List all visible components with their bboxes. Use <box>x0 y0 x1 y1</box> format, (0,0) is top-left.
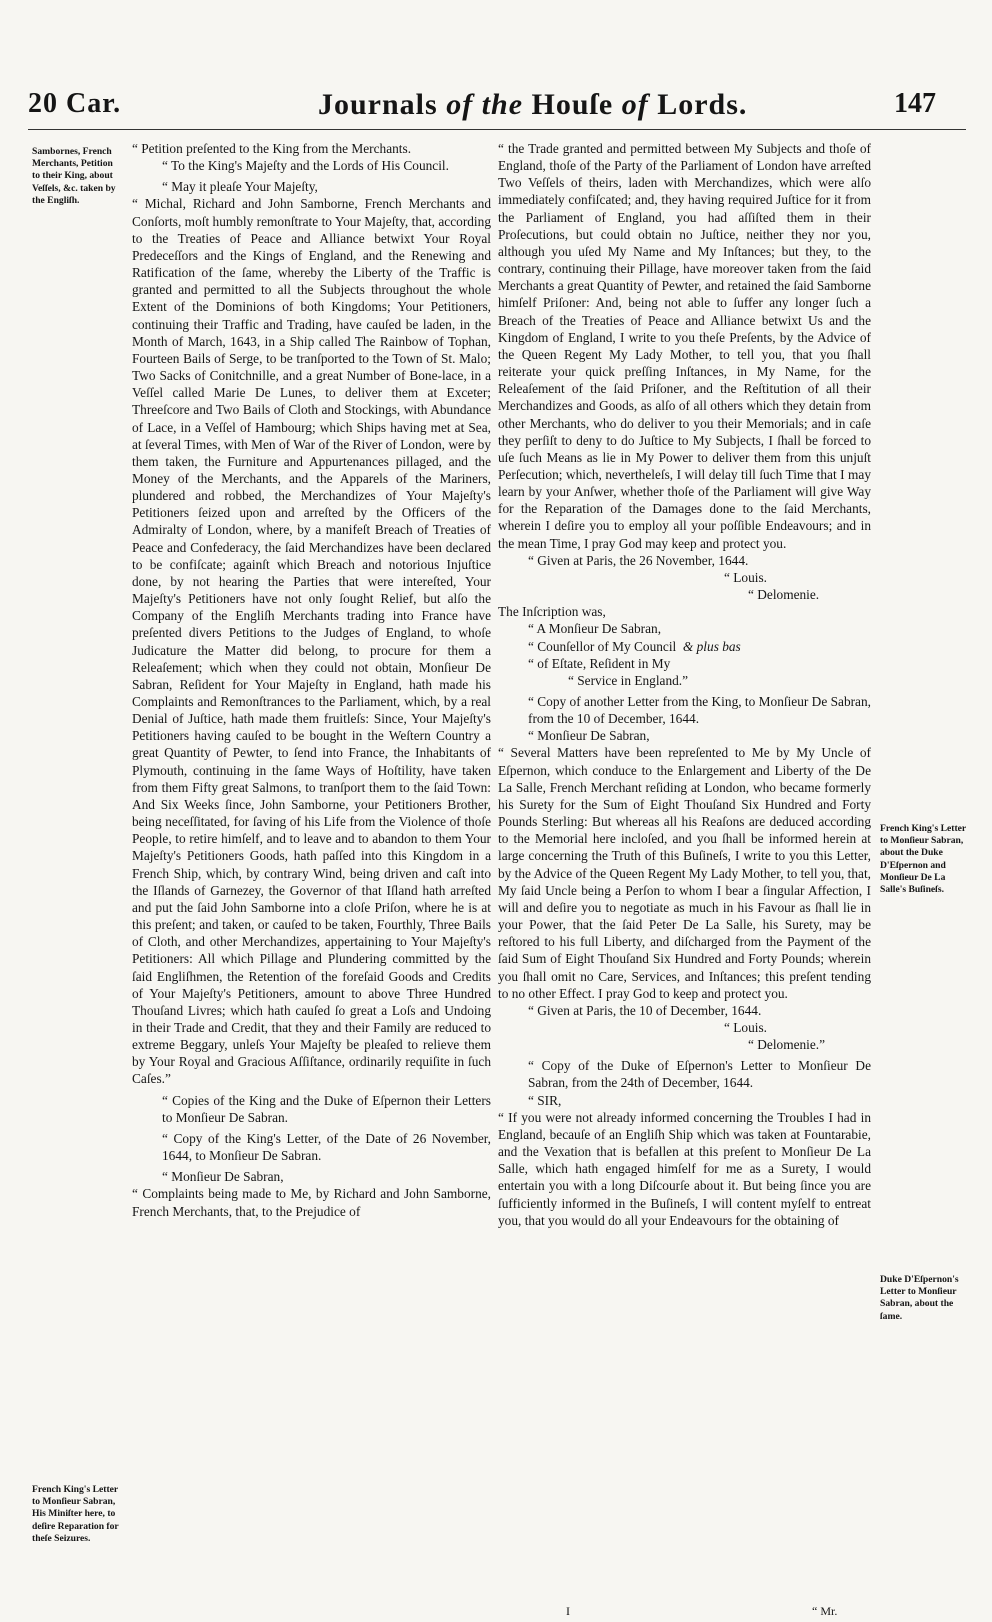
text-line: & plus bas <box>682 638 741 654</box>
signature-mark: I <box>566 1604 570 1618</box>
text-line: “ May it pleaſe Your Majeſty, <box>162 179 318 195</box>
margin-note-duke-letter: Duke D'Eſpernon's Letter to Monſieur Sabran, about the ſame. <box>880 1274 959 1322</box>
page-header <box>0 88 992 128</box>
title-part: of <box>621 88 649 121</box>
text-line: “ Counſellor of My Council <box>528 638 677 654</box>
title-part: Houſe <box>523 88 622 121</box>
text-line: “ Given at Paris, the 26 November, 1644. <box>528 552 749 568</box>
catchword: “ Mr. <box>812 1604 838 1618</box>
signature: “ Delomenie. <box>748 587 820 603</box>
signature: “ Delomenie.” <box>748 1037 826 1053</box>
title-part: Lords. <box>648 88 748 121</box>
text-line <box>498 638 871 655</box>
margin-note-kings-letter: French King's Letter to Monſieur Sabran, His Miniſter here, to deſire Reparation for theſe Seizures. <box>32 1484 119 1544</box>
heading-line: “ Copies of the King and the Duke of Eſpernon their Letters to Monſieur De Sabran. <box>162 1092 491 1125</box>
paragraph: “ Michal, Richard and John Samborne, French Merchants and Conſorts, moſt humbly remonſtrate to Your Majeſty, that, according to the Treaties of Peace and Alliance betwixt Your Royal Predeceſſors and the Kings of England, and the Renewing and Ratification of the ſame, whereby the Liberty of the Traffic is granted and permitted to all the Subjects throughout the whole Extent of the Dominions of both Kingdoms; Your Petitioners, continuing their Traffic and Trading, have cauſed be laden, in the Month of March, 1643, in a Ship called The Rainbow of Tophan, Fourteen Bails of Serge, to be tranſported to the Town of St. Malo; Two Sacks of Conitchnille, and a great Number of Bone-lace, in a Veſſel called Marie De Lunes, to deliver them at Exceter; Threeſcore and Two Bails of Cloth and Stockings, with Abundance of Lace, in a Veſſel of Hambourg; which Ships having met at Sea, at ſeveral Times, with Men of War of the River of London, were by them taken, the Furniture and Appurtenances pillaged, and the Money of the Merchants, and the Apparels of the Mariners, plundered and robbed, the Merchandizes of Your Majeſty's Petitioners ſeized upon and arreſted by the Officers of the Admiralty of London, where, by a manifeſt Breach of Treaties of Peace and Confederacy, the ſaid Merchandizes have been declared to be confiſcate; againſt which Breach and notorious Injuſtice done, by not hearing the Parties that were intereſted, Your Majeſty's Petitioners have not only ſought Relief, but alſo the Company of the Engliſh Merchants trading into France have preſented divers Petitions to the Judges of England, to whoſe Judicature the Matter did belong, to procure for them a Releaſement; which when they could not obtain, Monſieur De Sabran, Reſident for Your Majeſty in England, hath made his Complaints and Remonſtrances to the Parliament, which, by a real Denial of Juſtice, hath made them fruitleſs: Since, Your Majeſty's Petitioners having cauſed to be bought in the Weſtern Country a great Quantity of Pewter, to ſend into France, the Inhabitants of Plymouth, continuing in the ſame Ways of Hoſtility, have taken from them Fifty great Salmons, to tranſport them to the ſaid Town: And Six Weeks ſince, John Samborne, your Petitioners Brother, being neceſſitated, for ſaving of his Life from the Violence of thoſe People, to retire himſelf, and to leave and to abandon to them Your Majeſty's Petitioners Goods, hath paſſed into this Kingdom in a French Ship, which, by contrary Wind, being driven and caſt into the Iſlands of Garnezey, the Governor of that Iſland hath arreſted and put the ſaid John Samborne into a cloſe Priſon, where he is at this preſent; and taken, or cauſed to be taken, Fourthly, Three Bails of Cloth, and other Merchandizes, appertaining to Your Majeſty's Petitioners: All which Pillage and Plundering committed by the ſaid Engliſhmen, the Retention of the foreſaid Goods and Credits of Your Majeſty's Petitioners, amount to above Three Hundred Thouſand Livres; which hath cauſed ſo great a Loſs and Undoing in their Trade and Credit, that they and their Family are reduced to extreme Beggary, unleſs Your Majeſty be pleaſed to relieve them by Your Royal and Gracious Aſſiſtance, ordinarily requiſite in ſuch Caſes.” <box>132 196 491 1087</box>
text-line: “ To the King's Majeſty and the Lords of His Council. <box>162 158 449 174</box>
text-line: “ of Eſtate, Reſident in My <box>528 655 671 671</box>
text-line: “ A Monſieur De Sabran, <box>528 621 662 637</box>
paragraph: “ Complaints being made to Me, by Richard and John Samborne, French Merchants, that, to the Prejudice of <box>132 1186 491 1219</box>
text-line: “ Monſieur De Sabran, <box>162 1169 284 1185</box>
signature: “ Louis. <box>724 1019 767 1035</box>
left-column <box>132 140 491 1220</box>
paragraph: “ Several Matters have been repreſented to Me by My Uncle of Eſpernon, which conduce to the Enlargement and Liberty of the De La Salle, French Merchant reſiding at London, who became formerly his Surety for the Sum of Eight Thouſand Six Hundred and Forty Pounds Sterling: But whereas all his Reaſons are deduced according to the Memorial here incloſed, and you ſhall be informed herein at large concerning the Truth of this Buſineſs, I write to you this Letter, by the Advice of the Queen Regent My Lady Mother, to tell you, that, My ſaid Uncle being a Perſon to whom I bear a ſingular Affection, I will and deſire you to negotiate as much in his Favour as ſhall lie in your Power, that the ſaid Peter De La Salle, his Surety, may be reſtored to his full Liberty, and diſcharged from the Payment of the ſaid Sum of Eight Thouſand Six Hundred and Forty Pounds; wherein you ſhall omit no Care, Services, and Inſtances; this preſent tending to no other Effect. I pray God to keep and protect you. <box>498 745 872 1001</box>
text-line: “ SIR, <box>528 1092 562 1108</box>
margin-note-petition: Sambornes, French Merchants, Petition to their King, about Veſſels, &c. taken by the Engliſh. <box>32 146 116 206</box>
text-line: “ Petition preſented to the King from the Merchants. <box>132 141 412 156</box>
paragraph: “ the Trade granted and permitted between My Subjects and thoſe of England, thoſe of the Party of the Parliament of London have arreſted Two Veſſels of theirs, laden with Merchandizes, which were alſo immediately confiſcated; and, they having required Juſtice for it from the Parliament of England, you had aſſiſted them in their Proſecutions, but could obtain no Juſtice, neither they nor you, although you uſed My Name and My Inſtances; but they, to the contrary, continuing their Pillage, have moreover taken from the ſaid Merchants a great Quantity of Pewter, and retained the ſaid Samborne himſelf Priſoner: And, being not able to ſuffer any longer ſuch a Breach of the Treaties of Peace and Alliance betwixt Us and the Kingdom of England, I write to you theſe Preſents, by the Advice of the Queen Regent My Lady Mother, to tell you, that you ſhall reiterate your quick preſſing Inſtances, in My Name, for the Releaſement of the ſaid Priſoner, and the Reſtitution of all their Merchandizes and Goods, as alſo of all others which they detain from other Merchants, who do deliver to you their Memorials; and in caſe they perſiſt to deny to do Juſtice to My Subjects, I ſhall be forced to uſe ſuch Means as lie in My Power to deliver them from this unjuſt Perſecution; which, nevertheleſs, I will delay till ſuch Time that I may learn by your Anſwer, whether thoſe of the Parliament will give Way for the Reparation of the Damages done to the ſaid Merchants, wherein I deſire you to employ all your poſſible Endeavours; and in the mean Time, I pray God may keep and protect you. <box>498 141 871 551</box>
running-head-title <box>318 88 747 122</box>
margin-note-second-letter: French King's Letter to Monſieur Sabran, about the Duke D'Eſpernon and Monſieur De La Salle's Buſineſs. <box>880 823 966 896</box>
text-line: The Inſcription was, <box>498 604 606 620</box>
heading-line: “ Copy of another Letter from the King, to Monſieur De Sabran, from the 10 of December, 1644. <box>528 694 871 727</box>
text-line: “ Given at Paris, the 10 of December, 1644. <box>528 1002 762 1018</box>
text-line: “ Monſieur De Sabran, <box>528 728 650 744</box>
title-part: the <box>481 88 524 121</box>
title-part: of <box>437 88 482 121</box>
signature: “ Louis. <box>724 569 767 585</box>
running-head-reign: 20 Car. <box>28 88 122 119</box>
heading-line: “ Copy of the Duke of Eſpernon's Letter to Monſieur De Sabran, from the 24th of December, 1644. <box>528 1058 871 1091</box>
page-number: 147 <box>894 88 936 119</box>
right-column <box>498 140 871 1229</box>
paragraph: “ If you were not already informed concerning the Troubles I had in England, becauſe of an Engliſh Ship which was taken at Fountarabie, and the Vexation that is befallen at this preſent to Monſieur De La Salle, which hath engaged himſelf for me as a Surety, I would entertain you with a long Diſcourſe about it. But being ſince you are ſufficiently informed in the Buſineſs, I will content myſelf to entreat you, that you would do all your Endeavours for the obtaining of <box>498 1109 871 1228</box>
heading-line: “ Copy of the King's Letter, of the Date of 26 November, 1644, to Monſieur De Sabran. <box>162 1130 491 1164</box>
header-rule <box>28 129 966 130</box>
text-line: “ Service in England.” <box>568 672 689 688</box>
title-part: Journals <box>318 88 438 121</box>
